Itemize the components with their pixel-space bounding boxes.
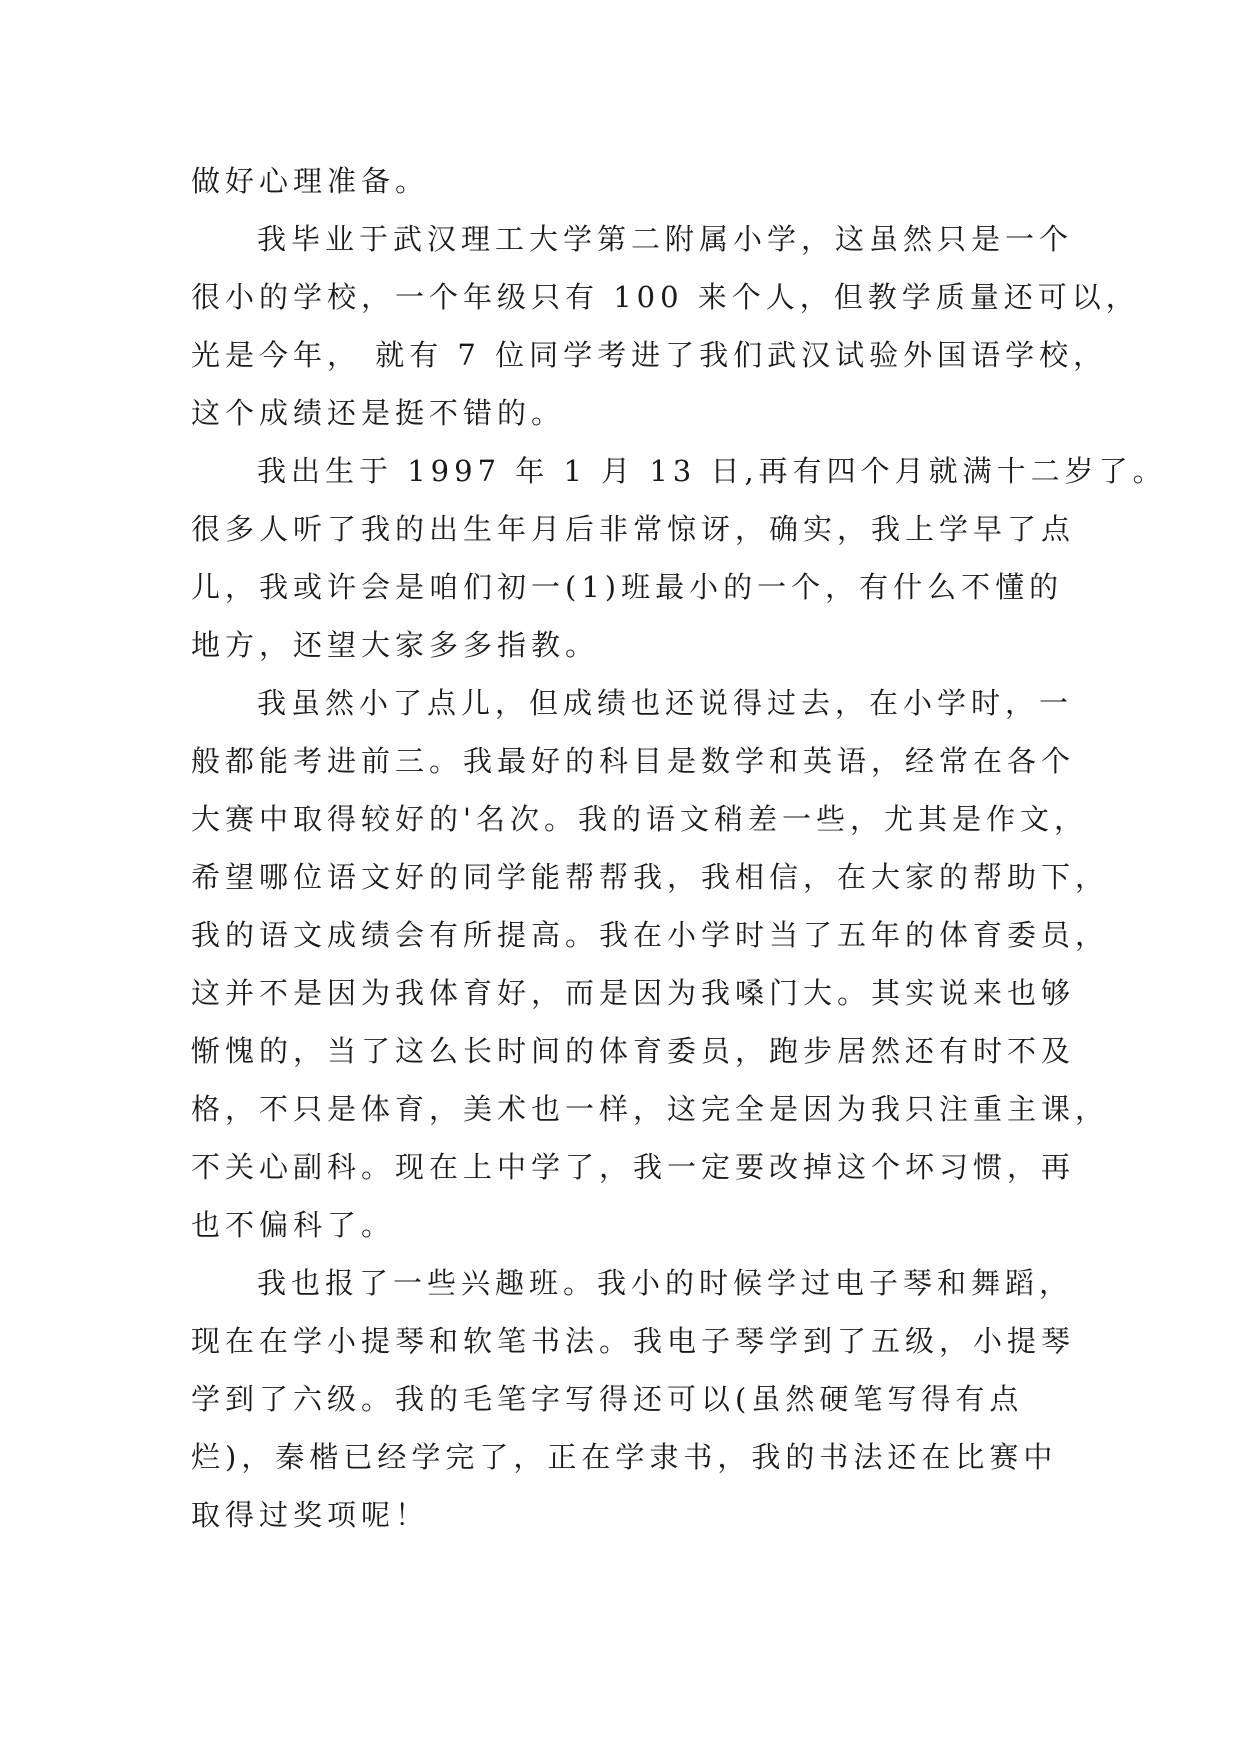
text-line: 也不偏科了。 bbox=[191, 1208, 396, 1242]
text-line: 地方，还望大家多多指教。 bbox=[191, 628, 600, 662]
text-line: 我毕业于武汉理工大学第二附属小学，这虽然只是一个 bbox=[257, 222, 1074, 256]
text-line: 不关心副科。现在上中学了，我一定要改掉这个坏习惯，再 bbox=[191, 1150, 1076, 1184]
text-line: 般都能考进前三。我最好的科目是数学和英语，经常在各个 bbox=[191, 744, 1076, 778]
text-line: 惭愧的，当了这么长时间的体育委员，跑步居然还有时不及 bbox=[191, 1034, 1076, 1068]
text-line: 我的语文成绩会有所提高。我在小学时当了五年的体育委员， bbox=[191, 918, 1110, 952]
text-line: 光是今年， 就有 7 位同学考进了我们武汉试验外国语学校， bbox=[191, 338, 1108, 372]
text-line: 大赛中取得较好的'名次。我的语文稍差一些，尤其是作文， bbox=[191, 802, 1088, 836]
text-line: 这并不是因为我体育好，而是因为我嗓门大。其实说来也够 bbox=[191, 976, 1076, 1010]
text-line: 格，不只是体育，美术也一样，这完全是因为我只注重主课， bbox=[191, 1092, 1110, 1126]
text-line: 这个成绩还是挺不错的。 bbox=[191, 396, 566, 430]
text-line: 儿，我或许会是咱们初一(1)班最小的一个，有什么不懂的 bbox=[191, 570, 1064, 604]
body-text bbox=[191, 152, 1167, 1544]
text-line: 很小的学校，一个年级只有 100 来个人，但教学质量还可以， bbox=[191, 280, 1140, 314]
text-line: 我虽然小了点儿，但成绩也还说得过去，在小学时，一 bbox=[257, 686, 1074, 720]
text-line: 烂)，秦楷已经学完了，正在学隶书，我的书法还在比赛中 bbox=[191, 1440, 1058, 1474]
text-line: 希望哪位语文好的同学能帮帮我，我相信，在大家的帮助下， bbox=[191, 860, 1110, 894]
text-line: 很多人听了我的出生年月后非常惊讶，确实，我上学早了点 bbox=[191, 512, 1076, 546]
text-line: 学到了六级。我的毛笔字写得还可以(虽然硬笔写得有点 bbox=[191, 1382, 1024, 1416]
text-line: 我也报了一些兴趣班。我小的时候学过电子琴和舞蹈， bbox=[257, 1266, 1074, 1300]
text-line: 现在在学小提琴和软笔书法。我电子琴学到了五级，小提琴 bbox=[191, 1324, 1076, 1358]
text-line: 做好心理准备。 bbox=[191, 164, 430, 198]
text-line: 取得过奖项呢！ bbox=[191, 1498, 430, 1532]
text-line: 我出生于 1997 年 1 月 13 日,再有四个月就满十二岁了。 bbox=[257, 454, 1167, 488]
